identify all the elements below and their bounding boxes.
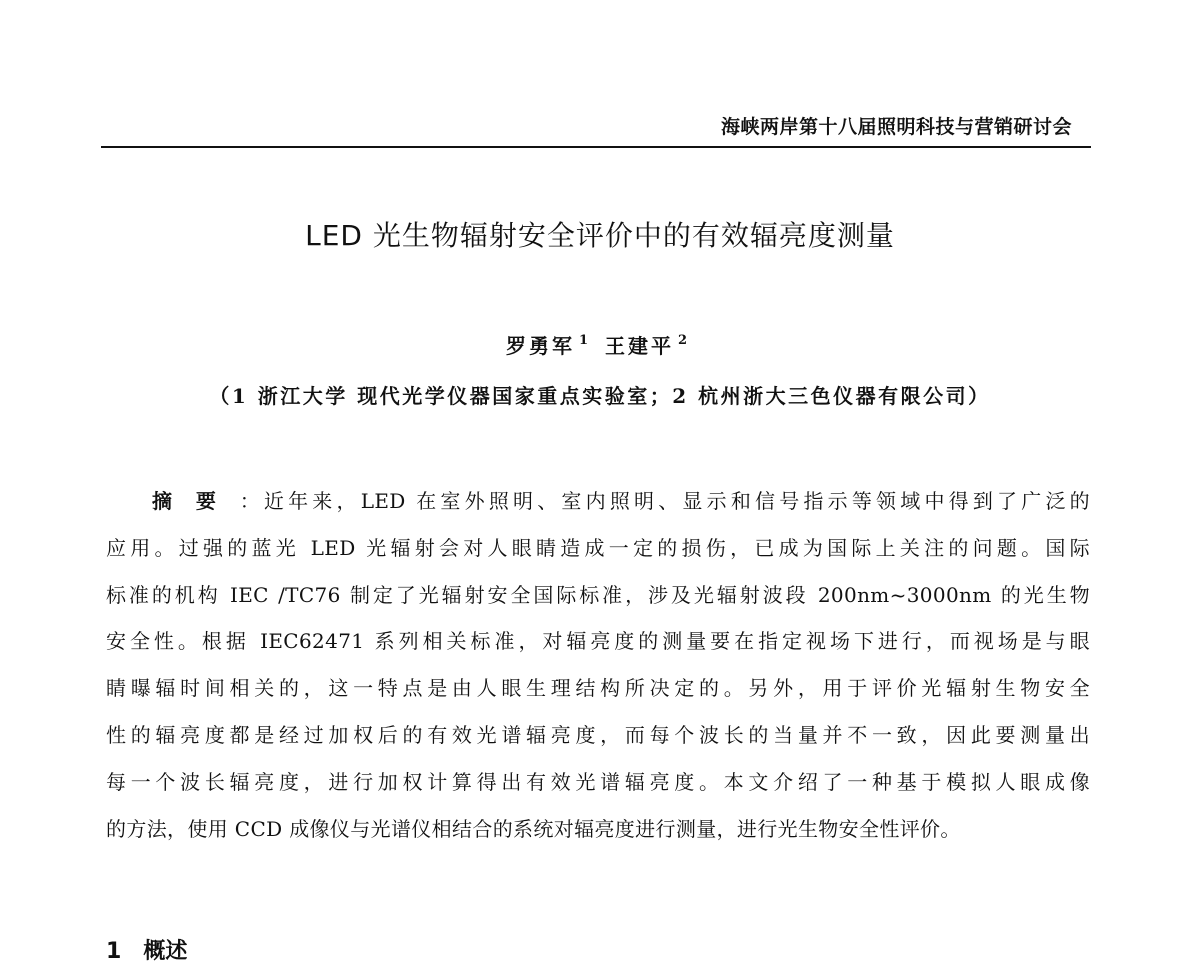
paper-title: LED 光生物辐射安全评价中的有效辐亮度测量 <box>305 219 895 252</box>
abstract-line: 安全性。根据 IEC62471 系列相关标准，对辐亮度的测量要在指定视场下进行，而视场是与眼 <box>106 629 1090 654</box>
author-name: 王建平 <box>604 334 674 358</box>
abstract-label-colon: ： <box>239 489 264 513</box>
author-line <box>0 330 1200 359</box>
author-name: 罗勇军 <box>505 334 575 358</box>
section-title: 概述 <box>143 939 188 964</box>
affiliation: （1 浙江大学 现代光学仪器国家重点实验室；2 杭州浙大三色仪器有限公司） <box>209 384 991 408</box>
abstract-line <box>106 478 1090 525</box>
abstract <box>106 478 1090 852</box>
abstract-line: 应用。过强的蓝光 LED 光辐射会对人眼睛造成一定的损伤，已成为国际上关注的问题。国际 <box>106 535 1090 560</box>
running-header: 海峡两岸第十八届照明科技与营销研讨会 <box>720 116 1072 138</box>
header-rule <box>101 146 1091 148</box>
affiliation-mark: 1 <box>578 333 592 348</box>
abstract-label: 摘要 <box>152 489 240 513</box>
affiliation-mark: 2 <box>677 333 691 348</box>
abstract-line: 标准的机构 IEC /TC76 制定了光辐射安全国际标准，涉及光辐射波段 200nm~3000nm 的光生物 <box>106 582 1090 607</box>
section-heading <box>106 934 187 965</box>
abstract-line: 的方法，使用 CCD 成像仪与光谱仪相结合的系统对辐亮度进行测量，进行光生物安全性评价。 <box>106 816 961 841</box>
abstract-text: 近年来，LED 在室外照明、室内照明、显示和信号指示等领域中得到了广泛的 <box>263 489 1090 513</box>
abstract-line: 睛曝辐时间相关的，这一特点是由人眼生理结构所决定的。另外，用于评价光辐射生物安全 <box>106 676 1090 701</box>
abstract-line: 每一个波长辐亮度，进行加权计算得出有效光谱辐亮度。本文介绍了一种基于模拟人眼成像 <box>106 769 1090 794</box>
abstract-line: 性的辐亮度都是经过加权后的有效光谱辐亮度，而每个波长的当量并不一致，因此要测量出 <box>106 722 1090 747</box>
section-number: 1 <box>106 939 122 964</box>
